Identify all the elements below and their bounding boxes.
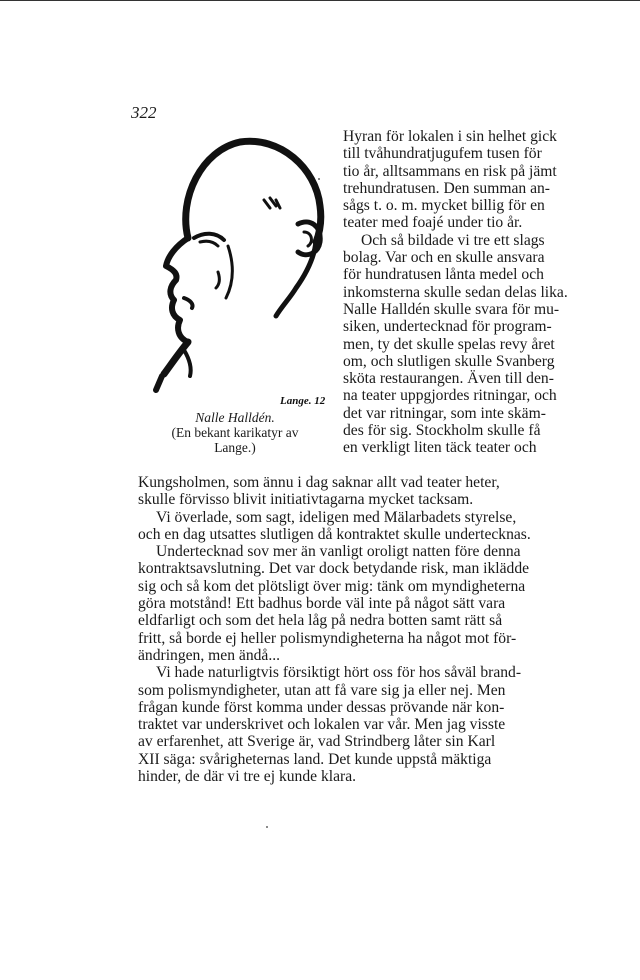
- text-line: men, ty det skulle spelas revy året: [343, 335, 555, 353]
- text-line: XII säga: svårigheternas land. Det kunde uppstå mäktiga: [138, 750, 492, 768]
- text-line: teater med foajé under tio år.: [343, 214, 523, 232]
- caption-description: (En bekant karikatyr av: [171, 425, 299, 440]
- caricature-illustration: [130, 128, 340, 410]
- text-line: kontraktsavslutning. Det var dock betydande risk, man iklädde: [138, 560, 530, 578]
- text-line: traktet var underskrivet och lokalen var vår. Men jag visste: [138, 716, 506, 734]
- text-line: skulle förvisso blivit initiativtagarna mycket tacksam.: [138, 491, 474, 509]
- text-line: frågan kunde först komma under dessas prövande när kon-: [138, 698, 505, 716]
- text-line: av erfarenhet, att Sverige är, vad Strindberg låter sin Karl: [138, 733, 496, 751]
- text-line: trehundratusen. Den summan an-: [343, 179, 550, 197]
- text-line: na teater uppgjordes ritningar, och: [343, 387, 557, 405]
- illustration-caption: [130, 410, 340, 455]
- text-line: göra motstånd! Ett badhus borde väl inte på något sätt vara: [138, 595, 506, 613]
- eye: [194, 234, 224, 240]
- text-line: Kungsholmen, som ännu i dag saknar allt vad teater heter,: [138, 474, 500, 491]
- full-width-text: [138, 474, 531, 785]
- text-line: fritt, så borde ej heller polismyndigheterna ha något mot för-: [138, 629, 517, 647]
- text-line: och en dag utsattes slutligen då kontraktet skulle undertecknas.: [138, 525, 531, 543]
- text-line: ändringen, men ändå...: [138, 646, 281, 664]
- text-line: siken, undertecknad för program-: [343, 318, 552, 336]
- top-border-rule: [0, 0, 640, 1]
- text-line: Undertecknad sov mer än vanligt oroligt natten före denna: [156, 543, 521, 561]
- print-speck: [266, 826, 268, 828]
- text-line: en verkligt liten täck teater och: [343, 439, 537, 457]
- text-line: Hyran för lokalen i sin helhet gick: [343, 128, 557, 145]
- text-line: sig och så kom det plötsligt över mig: tänk om myndigheterna: [138, 577, 526, 595]
- cheek-line: [226, 246, 232, 298]
- head-outline: [186, 141, 321, 242]
- text-line: som polismyndigheter, utan att få vare sig ja eller nej. Men: [138, 681, 506, 699]
- illustration-signature: Lange. 12: [280, 395, 326, 407]
- text-line: sköta restaurangen. Även till den-: [343, 370, 554, 388]
- text-line: Och så bildade vi tre ett slags: [361, 231, 545, 249]
- text-line: om, och slutligen skulle Svanberg: [343, 352, 555, 370]
- text-line: bolag. Var och en skulle ansvara: [343, 249, 545, 267]
- caption-description-cont: Lange.): [214, 440, 256, 455]
- text-line: Vi överlade, som sagt, ideligen med Mälarbadets styrelse,: [156, 508, 517, 526]
- text-line: för hundratusen lånta medel och: [343, 266, 544, 284]
- face-profile: [166, 238, 188, 342]
- text-line: till tvåhundratjugufem tusen för: [343, 145, 542, 163]
- text-line: hinder, de där vi tre ej kunde klara.: [138, 768, 357, 786]
- text-line: tio år, alltsammans en risk på jämt: [343, 162, 557, 180]
- text-line: inkomsterna skulle sedan delas lika.: [343, 283, 568, 301]
- text-line: sågs t. o. m. mycket billig för en: [343, 197, 545, 215]
- text-line: des för sig. Stockholm skulle få: [343, 422, 541, 440]
- text-line: eldfarligt och som det hela låg på nedra botten samt rätt så: [138, 612, 503, 630]
- text-line: Vi hade naturligtvis försiktigt hört oss för hos såväl brand-: [156, 664, 522, 682]
- chin-collar: [164, 342, 188, 374]
- hair-tuft: [264, 198, 280, 208]
- caption-name: Nalle Halldén.: [195, 410, 275, 425]
- text-line: det var ritningar, som inte skäm-: [343, 404, 546, 422]
- right-column-text: [343, 128, 568, 457]
- print-speck: [318, 178, 320, 180]
- page-number: 322: [131, 103, 157, 122]
- mouth: [184, 298, 193, 308]
- text-line: Nalle Halldén skulle svara för mu-: [343, 300, 560, 318]
